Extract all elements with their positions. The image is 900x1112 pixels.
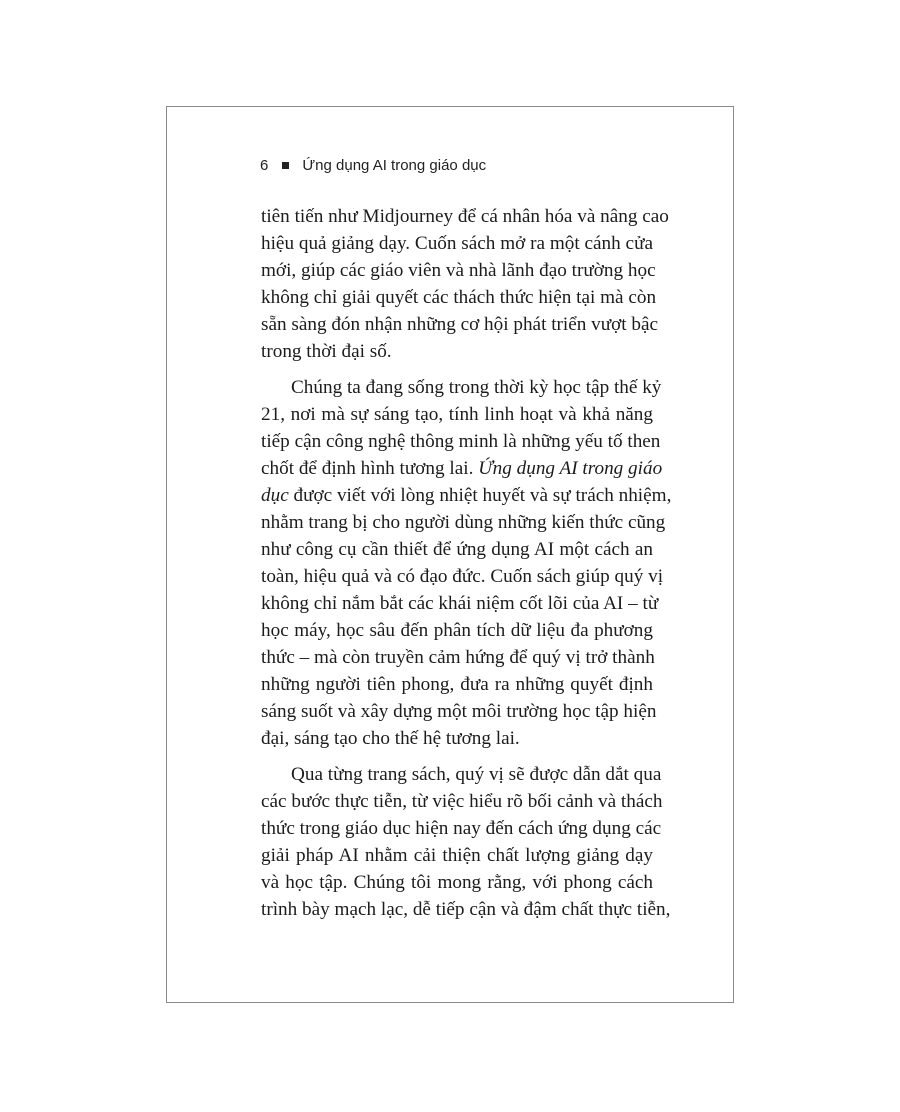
text-line: học máy, học sâu đến phân tích dữ liệu đa phương	[261, 620, 653, 641]
text-line: nhằm trang bị cho người dùng những kiến thức cũng	[261, 512, 666, 533]
text-line: mới, giúp các giáo viên và nhà lãnh đạo trường học	[261, 260, 656, 281]
text-line: đại, sáng tạo cho thế hệ tương lai.	[261, 728, 520, 749]
book-page	[166, 106, 734, 1003]
text-line: như công cụ cần thiết để ứng dụng AI một cách an	[261, 539, 653, 560]
text-line: hiệu quả giảng dạy. Cuốn sách mở ra một cánh cửa	[261, 233, 653, 254]
text-line: không chỉ giải quyết các thách thức hiện tại mà còn	[261, 287, 657, 308]
text-line: thức trong giáo dục hiện nay đến cách ứng dụng các	[261, 818, 662, 839]
paragraph-2	[261, 374, 672, 752]
running-head-title: Ứng dụng AI trong giáo dục	[302, 157, 487, 174]
text-line: toàn, hiệu quả và có đạo đức. Cuốn sách giúp quý vị	[261, 566, 664, 587]
text-line: sẵn sàng đón nhận những cơ hội phát triển vượt bậc	[261, 314, 659, 335]
text-segment: được viết với lòng nhiệt huyết và sự trách nhiệm,	[288, 485, 672, 506]
text-line: giải pháp AI nhằm cải thiện chất lượng giảng dạy	[261, 845, 653, 866]
body-text	[261, 203, 672, 923]
text-line: trình bày mạch lạc, dễ tiếp cận và đậm chất thực tiễn,	[261, 899, 671, 920]
text-line: Chúng ta đang sống trong thời kỳ học tập thế kỷ	[291, 377, 662, 398]
book-title-italic-end: dục	[261, 485, 289, 506]
text-line: và học tập. Chúng tôi mong rằng, với phong cách	[261, 872, 653, 893]
text-line: tiên tiến như Midjourney để cá nhân hóa và nâng cao	[261, 206, 669, 227]
text-line	[261, 455, 663, 482]
paragraph-1	[261, 203, 669, 365]
text-line: các bước thực tiễn, từ việc hiểu rõ bối cảnh và thách	[261, 791, 663, 812]
text-line: trong thời đại số.	[261, 341, 392, 362]
text-line: tiếp cận công nghệ thông minh là những yếu tố then	[261, 431, 661, 452]
text-line: những người tiên phong, đưa ra những quyết định	[261, 674, 653, 695]
text-line: sáng suốt và xây dựng một môi trường học tập hiện	[261, 701, 657, 722]
text-line: không chỉ nắm bắt các khái niệm cốt lõi của AI – từ	[261, 593, 659, 614]
text-segment: chốt để định hình tương lai.	[261, 458, 479, 479]
paragraph-3	[261, 761, 671, 923]
book-title-italic: Ứng dụng AI trong giáo	[478, 458, 663, 479]
square-bullet-icon	[282, 162, 289, 169]
text-line: Qua từng trang sách, quý vị sẽ được dẫn dắt qua	[291, 764, 662, 785]
text-line	[261, 482, 672, 509]
page-number: 6	[260, 157, 269, 174]
running-head	[260, 157, 486, 174]
text-line: thức – mà còn truyền cảm hứng để quý vị trở thành	[261, 647, 655, 668]
text-line: 21, nơi mà sự sáng tạo, tính linh hoạt và khả năng	[261, 404, 653, 425]
